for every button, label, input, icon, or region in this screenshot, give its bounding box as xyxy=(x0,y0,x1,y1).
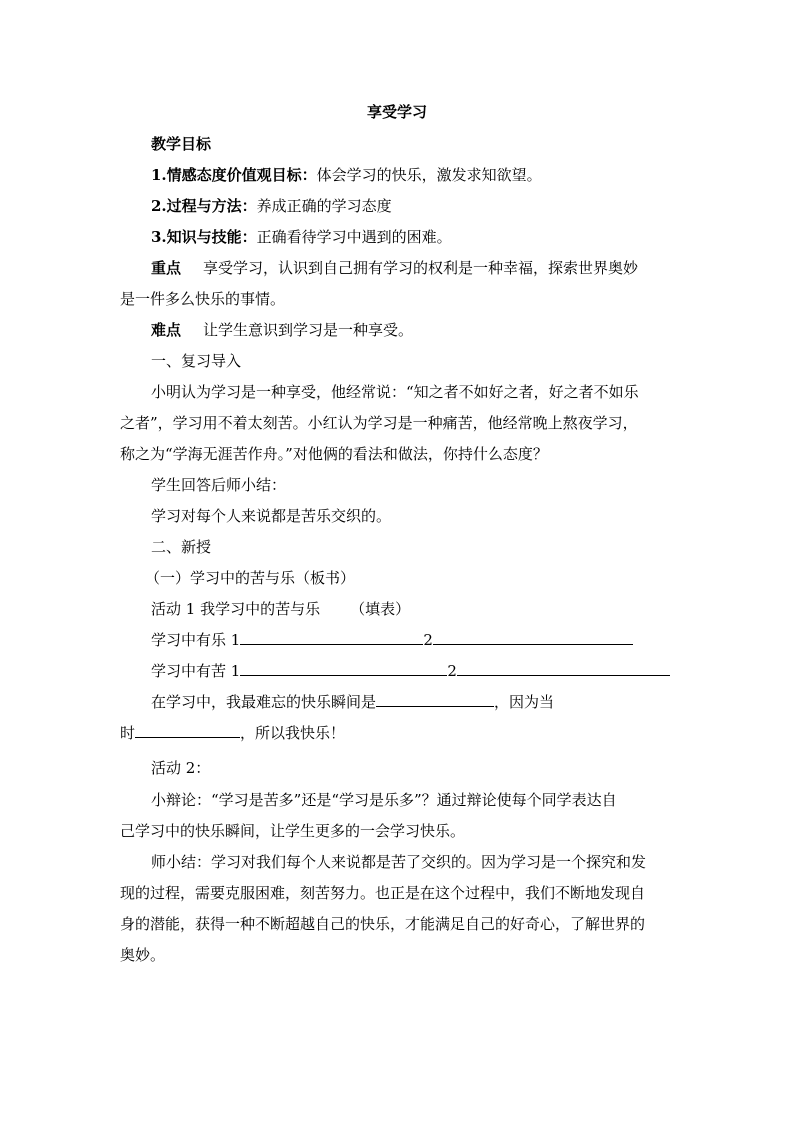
activity-1-note: （填表） xyxy=(350,600,411,618)
objective-3-text: 正确看待学习中遇到的困难。 xyxy=(256,228,452,246)
joy-blank-2[interactable] xyxy=(433,630,633,645)
memorable-moment-line-2 xyxy=(120,723,680,743)
subsection-1-heading: （一）学习中的苦与乐（板书） xyxy=(145,569,356,587)
objective-2-label: 2.过程与方法： xyxy=(151,197,257,215)
memo-text-1a: 在学习中，我最难忘的快乐瞬间是 xyxy=(151,693,377,711)
activity-2: 活动 2： xyxy=(151,759,211,777)
key-point-text-1: 享受学习，认识到自己拥有学习的权利是一种幸福，探索世界奥妙 xyxy=(203,259,639,277)
objectives-heading: 教学目标 xyxy=(151,135,212,153)
paragraph-2: 学生回答后师小结： xyxy=(151,476,287,494)
key-point-label: 重点 xyxy=(151,259,182,277)
activity-1 xyxy=(151,599,711,619)
memo-text-1b: ，因为当 xyxy=(494,693,555,711)
difficulty-text: 让学生意识到学习是一种享受。 xyxy=(203,321,414,339)
pain-blank-2[interactable] xyxy=(457,661,670,676)
summary-line-3: 身的潜能，获得一种不断超越自己的快乐，才能满足自己的好奇心，了解世界的 xyxy=(120,915,646,933)
objective-1 xyxy=(151,165,711,185)
debate-line-1: 小辩论：“学习是苦多”还是“学习是乐多”？通过辩论使每个同学表达自 xyxy=(151,791,617,809)
summary-line-4: 奥妙。 xyxy=(120,946,166,964)
pain-fill-line xyxy=(151,661,711,681)
difficulty-line xyxy=(151,320,711,340)
joy-fill-line xyxy=(151,630,711,650)
joy-number-2: 2 xyxy=(423,631,433,649)
memo-text-2b: ，所以我快乐！ xyxy=(240,724,346,742)
objective-1-label: 1.情感态度价值观目标： xyxy=(151,166,317,184)
document-title: 享受学习 xyxy=(366,103,427,121)
memo-blank-2[interactable] xyxy=(135,723,240,738)
objective-3 xyxy=(151,227,711,247)
joy-blank-1[interactable] xyxy=(240,630,423,645)
key-point-line-1 xyxy=(151,258,711,278)
paragraph-1-line-2: 之者”，学习用不着太刻苦。小红认为学习是一种痛苦，他经常晚上熬夜学习， xyxy=(120,414,638,432)
objective-2 xyxy=(151,196,711,216)
pain-blank-1[interactable] xyxy=(240,661,447,676)
activity-1-label: 活动 1 我学习中的苦与乐 xyxy=(151,600,321,618)
key-point-text-2: 是一件多么快乐的事情。 xyxy=(120,290,286,308)
memo-blank-1[interactable] xyxy=(376,692,494,707)
section-2-heading: 二、新授 xyxy=(151,538,212,556)
difficulty-label: 难点 xyxy=(151,321,182,339)
summary-line-1: 师小结：学习对我们每个人来说都是苦了交织的。因为学习是一个探究和发 xyxy=(151,853,647,871)
paragraph-1-line-3: 称之为“学海无涯苦作舟。”对他俩的看法和做法，你持什么态度？ xyxy=(120,445,548,463)
pain-number-2: 2 xyxy=(447,662,457,680)
paragraph-3: 学习对每个人来说都是苦乐交织的。 xyxy=(151,507,392,525)
summary-line-2: 现的过程，需要克服困难，刻苦努力。也正是在这个过程中，我们不断地发现自 xyxy=(120,884,646,902)
pain-label: 学习中有苦 1 xyxy=(151,662,241,680)
objective-2-text: 养成正确的学习态度 xyxy=(256,197,392,215)
objective-3-label: 3.知识与技能： xyxy=(151,228,257,246)
memorable-moment-line-1 xyxy=(151,692,711,712)
joy-label: 学习中有乐 1 xyxy=(151,631,241,649)
objective-1-text: 体会学习的快乐，激发求知欲望。 xyxy=(316,166,542,184)
paragraph-1-line-1: 小明认为学习是一种享受，他经常说：“知之者不如好之者，好之者不如乐 xyxy=(151,383,639,401)
section-1-heading: 一、复习导入 xyxy=(151,352,242,370)
debate-line-2: 己学习中的快乐瞬间，让学生更多的一会学习快乐。 xyxy=(120,822,466,840)
memo-text-2a: 时 xyxy=(120,724,136,742)
